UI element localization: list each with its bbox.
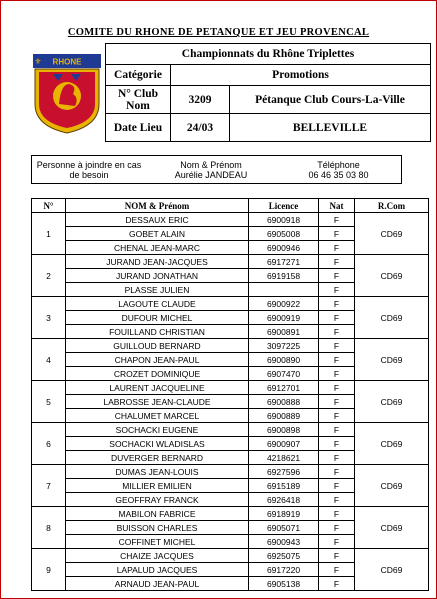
- player-licence: 6900918: [249, 213, 319, 227]
- player-name: CHAPON JEAN-PAUL: [66, 353, 249, 367]
- player-name: COFFINET MICHEL: [66, 535, 249, 549]
- team-number: 3: [32, 297, 66, 339]
- contact-label: Personne à joindre en cas de besoin: [36, 159, 142, 180]
- player-name: GUILLOUD BERNARD: [66, 339, 249, 353]
- player-nat: F: [319, 563, 355, 577]
- player-name: LABROSSE JEAN-CLAUDE: [66, 395, 249, 409]
- table-row: [32, 507, 429, 521]
- team-rcom: CD69: [355, 549, 429, 591]
- roster-body: [32, 213, 429, 591]
- team-number: 9: [32, 549, 66, 591]
- date-value: 24/03: [171, 114, 230, 142]
- table-row: [32, 381, 429, 395]
- table-row: [32, 297, 429, 311]
- player-licence: 6900898: [249, 423, 319, 437]
- player-nat: F: [319, 213, 355, 227]
- championship-title: Championnats du Rhône Triplettes: [106, 44, 431, 65]
- player-licence: 6907470: [249, 367, 319, 381]
- team-number: 4: [32, 339, 66, 381]
- place-value: BELLEVILLE: [230, 114, 431, 142]
- player-licence: [249, 283, 319, 297]
- club-label: N° Club Nom: [106, 86, 171, 114]
- table-row: [32, 255, 429, 269]
- col-header-rcom: R.Com: [355, 199, 429, 213]
- team-rcom: CD69: [355, 423, 429, 465]
- player-licence: 3097225: [249, 339, 319, 353]
- player-name: CHALUMET MARCEL: [66, 409, 249, 423]
- player-nat: F: [319, 269, 355, 283]
- player-nat: F: [319, 283, 355, 297]
- player-licence: 6900946: [249, 241, 319, 255]
- player-name: JURAND JEAN-JACQUES: [66, 255, 249, 269]
- player-nat: F: [319, 479, 355, 493]
- player-licence: 6900888: [249, 395, 319, 409]
- team-rcom: CD69: [355, 507, 429, 549]
- player-nat: F: [319, 325, 355, 339]
- player-name: CROZET DOMINIQUE: [66, 367, 249, 381]
- player-licence: 6912701: [249, 381, 319, 395]
- player-licence: 6900907: [249, 437, 319, 451]
- player-name: CHENAL JEAN-MARC: [66, 241, 249, 255]
- player-nat: F: [319, 535, 355, 549]
- page-title: COMITE DU RHONE DE PETANQUE ET JEU PROVENCAL: [67, 27, 370, 38]
- table-row: [32, 213, 429, 227]
- player-name: CHAIZE JACQUES: [66, 549, 249, 563]
- player-licence: 6900889: [249, 409, 319, 423]
- col-header-licence: Licence: [249, 199, 319, 213]
- club-number: 3209: [171, 86, 230, 114]
- team-number: 1: [32, 213, 66, 255]
- col-header-num: N°: [32, 199, 66, 213]
- col-header-name: NOM & Prénom: [66, 199, 249, 213]
- player-name: FOUILLAND CHRISTIAN: [66, 325, 249, 339]
- player-name: SOCHACKI EUGENE: [66, 423, 249, 437]
- player-nat: F: [319, 493, 355, 507]
- roster-table: [31, 198, 429, 591]
- event-info-table: [105, 43, 431, 142]
- player-licence: 6905071: [249, 521, 319, 535]
- contact-name-value: Aurélie JANDEAU: [174, 169, 248, 180]
- rhone-crest-logo: [33, 54, 101, 134]
- player-nat: F: [319, 451, 355, 465]
- contact-phone-label: Téléphone: [317, 159, 360, 170]
- table-row: [32, 549, 429, 563]
- player-name: LAURENT JACQUELINE: [66, 381, 249, 395]
- contact-box: [31, 155, 402, 184]
- player-name: DESSAUX ERIC: [66, 213, 249, 227]
- player-nat: F: [319, 367, 355, 381]
- player-name: DUFOUR MICHEL: [66, 311, 249, 325]
- player-licence: 6915189: [249, 479, 319, 493]
- team-rcom: CD69: [355, 381, 429, 423]
- player-nat: F: [319, 227, 355, 241]
- player-licence: 6927596: [249, 465, 319, 479]
- player-licence: 4218621: [249, 451, 319, 465]
- team-rcom: CD69: [355, 213, 429, 255]
- player-name: JURAND JONATHAN: [66, 269, 249, 283]
- team-rcom: CD69: [355, 339, 429, 381]
- category-label: Catégorie: [106, 65, 171, 86]
- player-nat: F: [319, 577, 355, 591]
- player-nat: F: [319, 409, 355, 423]
- date-label: Date Lieu: [106, 114, 171, 142]
- player-licence: 6905138: [249, 577, 319, 591]
- player-nat: F: [319, 395, 355, 409]
- table-row: [32, 465, 429, 479]
- player-nat: F: [319, 381, 355, 395]
- player-name: LAGOUTE CLAUDE: [66, 297, 249, 311]
- player-nat: F: [319, 423, 355, 437]
- player-name: MABILON FABRICE: [66, 507, 249, 521]
- player-name: MILLIER EMILIEN: [66, 479, 249, 493]
- player-licence: 6900890: [249, 353, 319, 367]
- player-licence: 6919158: [249, 269, 319, 283]
- player-name: BUISSON CHARLES: [66, 521, 249, 535]
- player-nat: F: [319, 339, 355, 353]
- player-licence: 6900919: [249, 311, 319, 325]
- player-licence: 6917271: [249, 255, 319, 269]
- category-value: Promotions: [171, 65, 431, 86]
- contact-name-label: Nom & Prénom: [180, 159, 242, 170]
- player-licence: 6918919: [249, 507, 319, 521]
- player-licence: 6900943: [249, 535, 319, 549]
- player-name: DUVERGER BERNARD: [66, 451, 249, 465]
- player-name: LAPALUD JACQUES: [66, 563, 249, 577]
- svg-text:RHONE: RHONE: [52, 57, 82, 67]
- player-name: SOCHACKI WLADISLAS: [66, 437, 249, 451]
- team-rcom: CD69: [355, 465, 429, 507]
- team-number: 7: [32, 465, 66, 507]
- table-row: [32, 423, 429, 437]
- team-rcom: CD69: [355, 255, 429, 297]
- player-nat: F: [319, 465, 355, 479]
- player-nat: F: [319, 241, 355, 255]
- player-name: GOBET ALAIN: [66, 227, 249, 241]
- player-licence: 6905008: [249, 227, 319, 241]
- team-number: 8: [32, 507, 66, 549]
- table-row: [32, 339, 429, 353]
- svg-text:⚜: ⚜: [34, 57, 42, 66]
- player-nat: F: [319, 507, 355, 521]
- player-licence: 6926418: [249, 493, 319, 507]
- team-number: 2: [32, 255, 66, 297]
- team-number: 6: [32, 423, 66, 465]
- contact-phone-value: 06 46 35 03 80: [308, 169, 369, 180]
- player-licence: 6900922: [249, 297, 319, 311]
- player-nat: F: [319, 311, 355, 325]
- player-name: ARNAUD JEAN-PAUL: [66, 577, 249, 591]
- player-nat: F: [319, 521, 355, 535]
- player-nat: F: [319, 255, 355, 269]
- player-licence: 6917220: [249, 563, 319, 577]
- team-number: 5: [32, 381, 66, 423]
- club-name: Pétanque Club Cours-La-Ville: [230, 86, 431, 114]
- player-nat: F: [319, 353, 355, 367]
- team-rcom: CD69: [355, 297, 429, 339]
- player-name: GEOFFRAY FRANCK: [66, 493, 249, 507]
- player-licence: 6925075: [249, 549, 319, 563]
- player-name: DUMAS JEAN-LOUIS: [66, 465, 249, 479]
- player-nat: F: [319, 549, 355, 563]
- col-header-nat: Nat: [319, 199, 355, 213]
- player-licence: 6900891: [249, 325, 319, 339]
- player-name: PLASSE JULIEN: [66, 283, 249, 297]
- player-nat: F: [319, 297, 355, 311]
- player-nat: F: [319, 437, 355, 451]
